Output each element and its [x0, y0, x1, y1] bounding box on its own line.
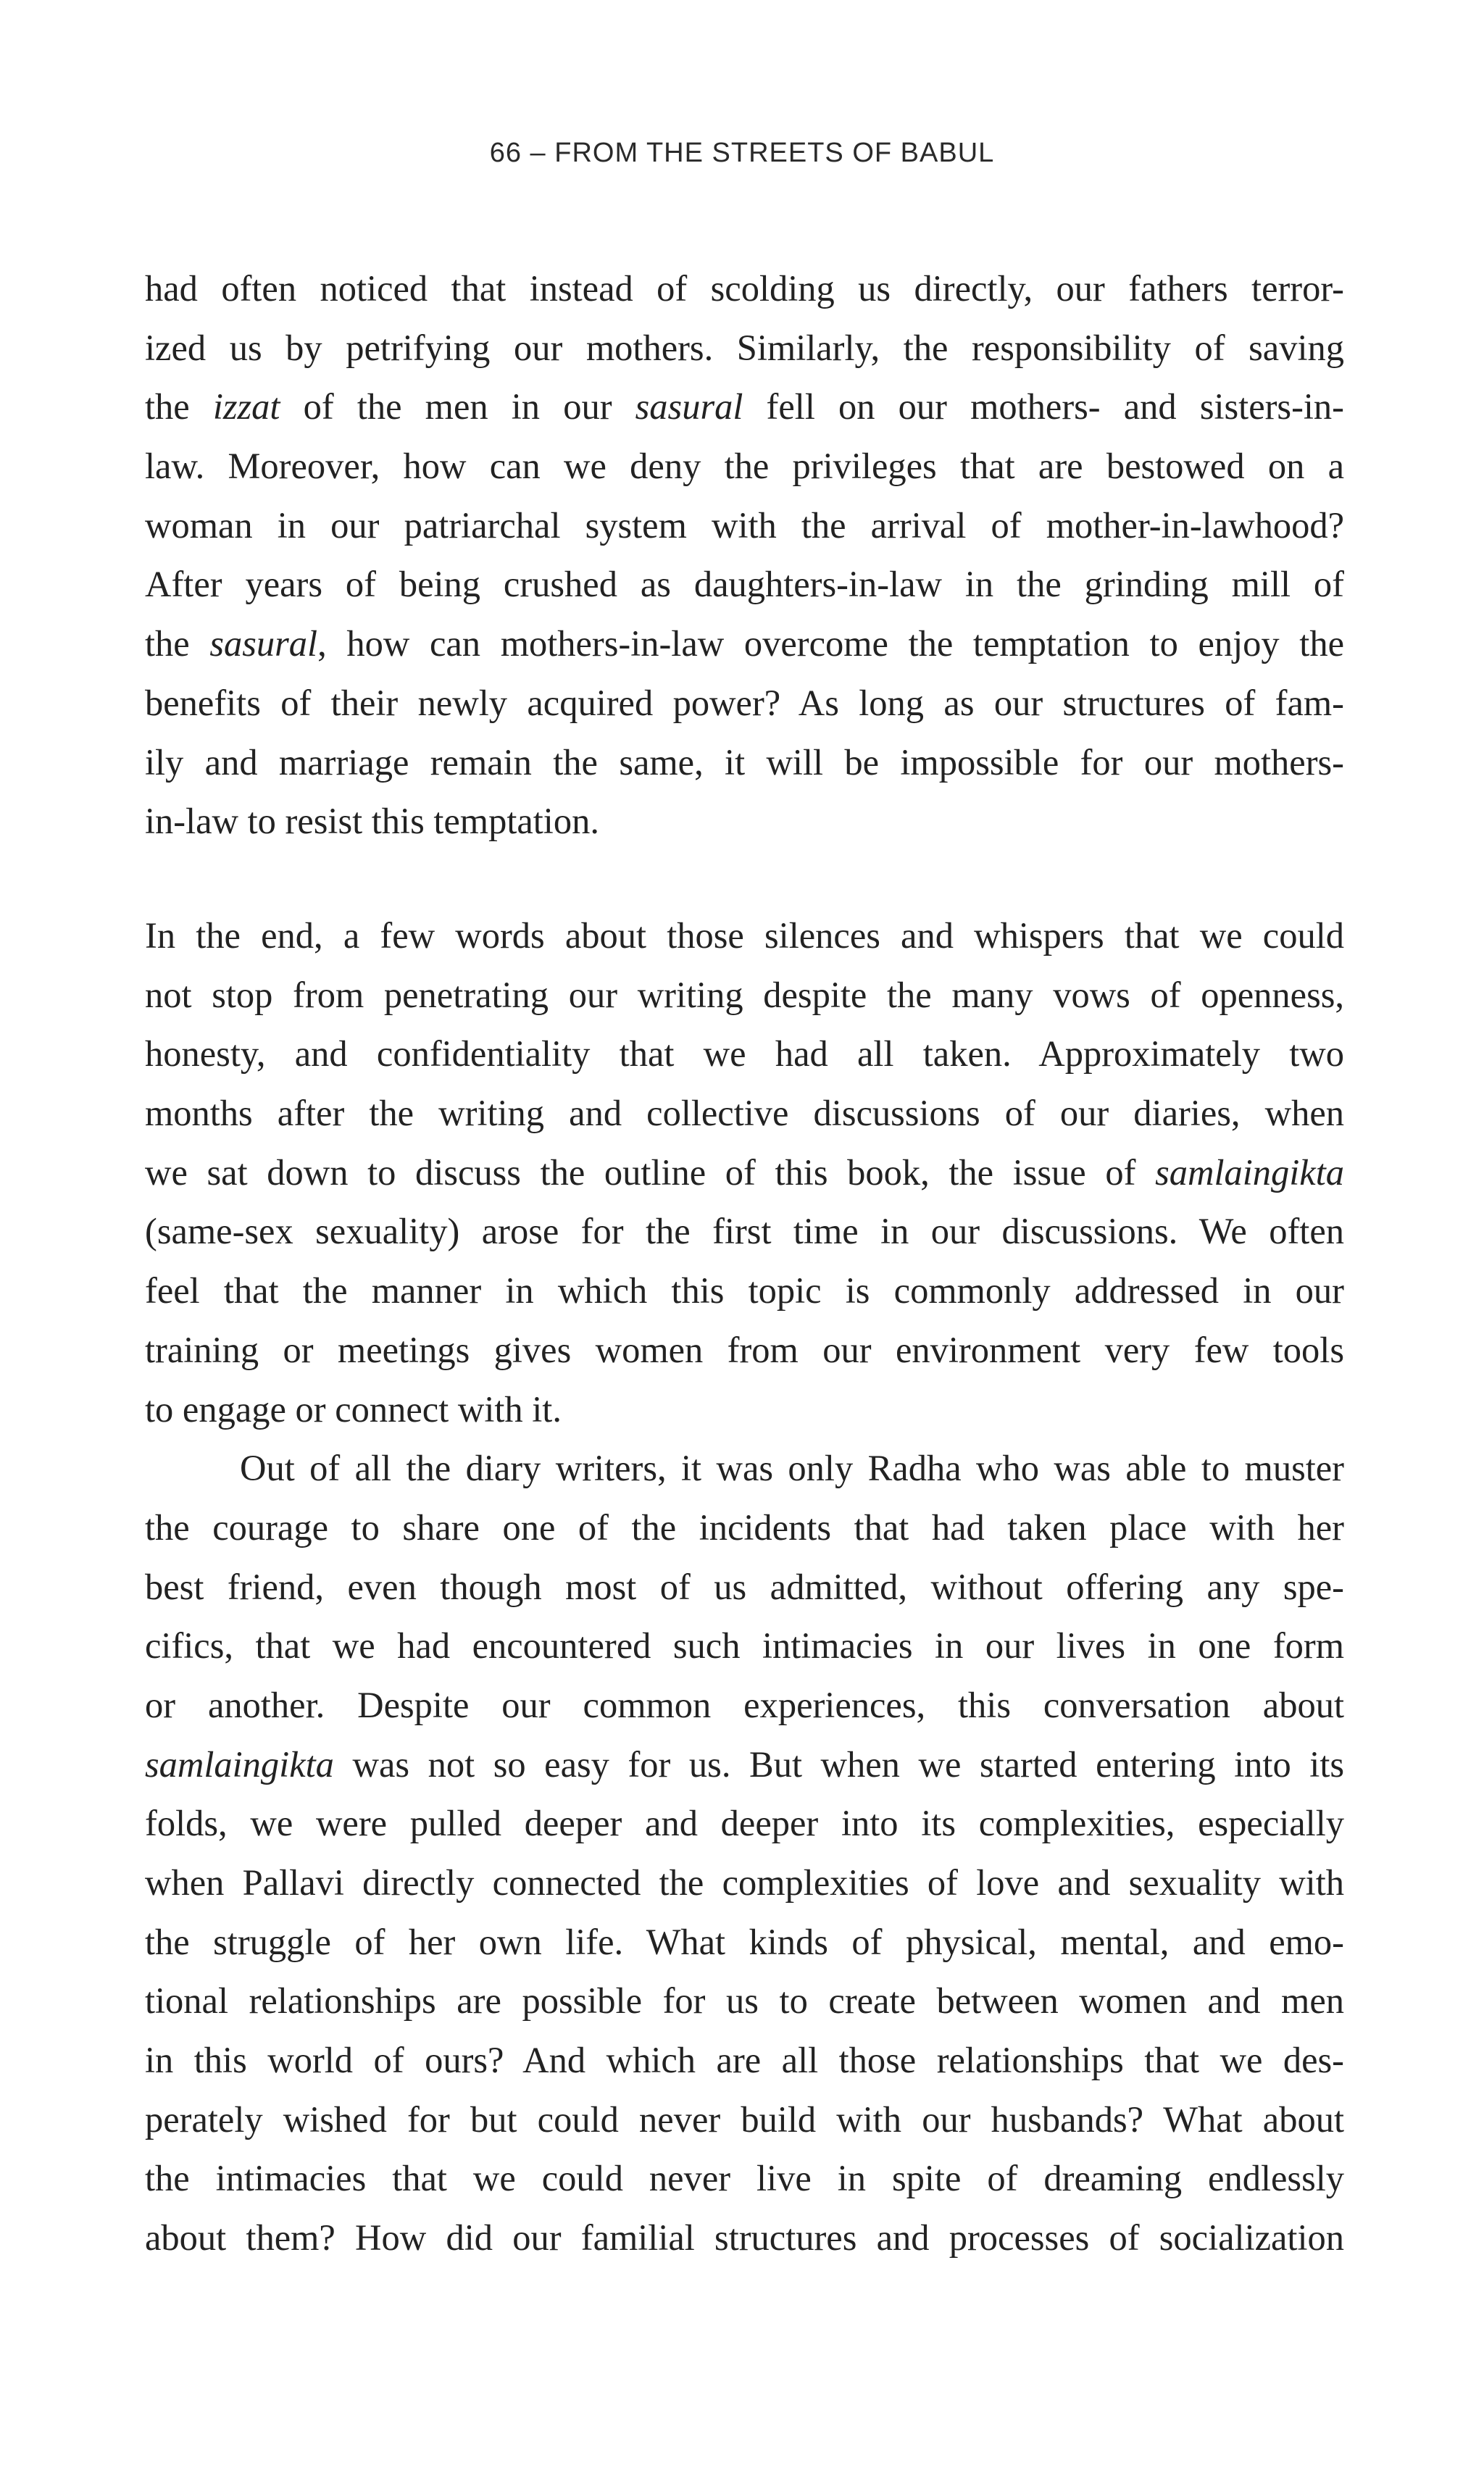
paragraph	[145, 906, 1344, 1439]
italic-term: samlaingikta	[145, 1743, 334, 1785]
paragraph	[145, 259, 1344, 851]
text-line: the struggle of her own life. What kinds of physical, mental, and emo-	[145, 1921, 1344, 1962]
text-line: we sat down to discuss the outline of this book, the issue of samlaingikta	[145, 1151, 1344, 1193]
text-block-top	[145, 259, 1344, 851]
text-line: the izzat of the men in our sasural fell on our mothers- and sisters-in-	[145, 386, 1344, 428]
text-line: After years of being crushed as daughters-in-law in the grinding mill of	[145, 564, 1344, 605]
text-line: tional relationships are possible for us to create between women and men	[145, 1980, 1344, 2022]
text-line: perately wished for but could never build with our husbands? What about	[145, 2098, 1344, 2140]
text-block-bottom	[145, 906, 1344, 2268]
text-line: feel that the manner in which this topic is commonly addressed in our	[145, 1270, 1344, 1312]
text-line: law. Moreover, how can we deny the privileges that are bestowed on a	[145, 446, 1344, 487]
text-line: to engage or connect with it.	[145, 1388, 562, 1430]
text-line: training or meetings gives women from our environment very few tools	[145, 1329, 1344, 1370]
text-line: in-law to resist this temptation.	[145, 801, 599, 842]
text-line: woman in our patriarchal system with the arrival of mother-in-lawhood?	[145, 504, 1344, 546]
text-line: ily and marriage remain the same, it will be impossible for our mothers-	[145, 741, 1344, 783]
text-line: about them? How did our familial structures and processes of socialization	[145, 2217, 1344, 2259]
text-line: the sasural, how can mothers-in-law overcome the temptation to enjoy the	[145, 623, 1344, 664]
paragraph	[145, 1439, 1344, 2268]
italic-term: izzat	[212, 386, 280, 428]
text-line: (same-sex sexuality) arose for the first time in our discussions. We often	[145, 1211, 1344, 1252]
text-line: honesty, and confidentiality that we had all taken. Approximately two	[145, 1033, 1344, 1075]
text-line: or another. Despite our common experiences, this conversation about	[145, 1684, 1344, 1725]
text-line: samlaingikta was not so easy for us. But when we started entering into its	[145, 1743, 1344, 1785]
running-head: 66 – FROM THE STREETS OF BABUL	[489, 138, 995, 168]
text-line: when Pallavi directly connected the complexities of love and sexuality with	[145, 1862, 1344, 1903]
italic-term: samlaingikta	[1155, 1151, 1344, 1193]
italic-term: sasural	[635, 386, 743, 428]
text-line: months after the writing and collective discussions of our diaries, when	[145, 1093, 1344, 1134]
text-line: folds, we were pulled deeper and deeper into its complexities, especially	[145, 1803, 1344, 1844]
text-line: In the end, a few words about those silences and whispers that we could	[145, 915, 1344, 956]
text-line: the courage to share one of the incidents that had taken place with her	[145, 1506, 1344, 1548]
text-line: cifics, that we had encountered such intimacies in our lives in one form	[145, 1625, 1344, 1667]
italic-term: sasural	[209, 623, 318, 664]
text-line: Out of all the diary writers, it was only Radha who was able to muster	[240, 1448, 1344, 1489]
text-line: benefits of their newly acquired power? As long as our structures of fam-	[145, 682, 1344, 723]
text-line: ized us by petrifying our mothers. Similarly, the responsibility of saving	[145, 327, 1344, 368]
text-line: in this world of ours? And which are all those relationships that we des-	[145, 2040, 1344, 2081]
text-line: had often noticed that instead of scolding us directly, our fathers terror-	[145, 268, 1344, 309]
text-line: best friend, even though most of us admitted, without offering any spe-	[145, 1566, 1344, 1607]
text-line: the intimacies that we could never live in spite of dreaming endlessly	[145, 2158, 1344, 2199]
text-line: not stop from penetrating our writing despite the many vows of openness,	[145, 974, 1344, 1015]
